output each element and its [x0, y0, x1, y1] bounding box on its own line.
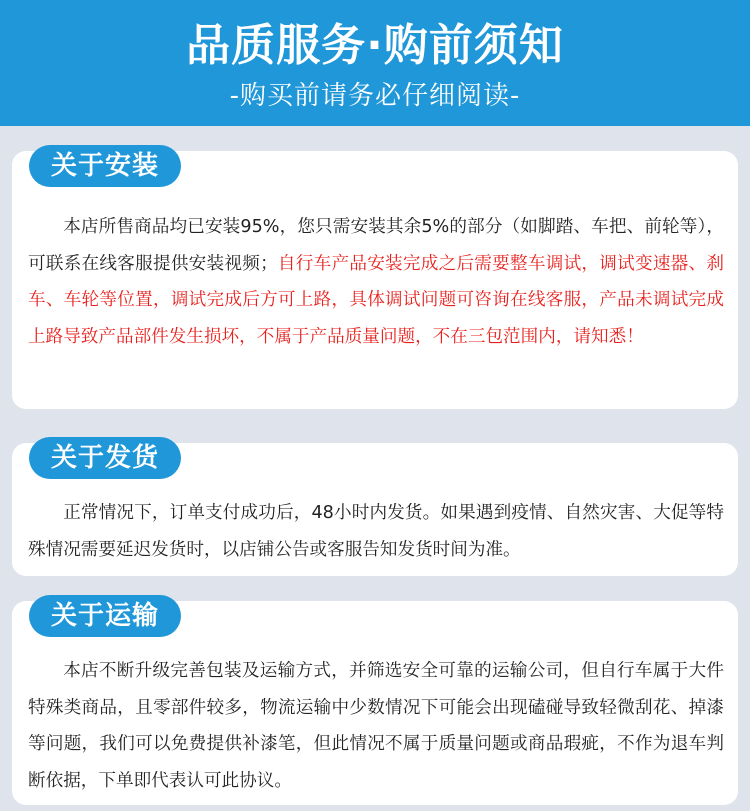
header-banner [0, 0, 750, 126]
installation-text-normal: 本店所售商品均已安装95%，您只需安装其余5%的部分（如脚踏、车把、前轮等），可联系在线客服提供安装视频； [28, 217, 724, 274]
transport-section [12, 601, 738, 805]
shipping-section [12, 443, 738, 576]
installation-section [12, 151, 738, 409]
transport-text: 本店不断升级完善包装及运输方式，并筛选安全可靠的运输公司，但自行车属于大件特殊类商品，且零部件较多，物流运输中少数情况下可能会出现磕碰导致轻微刮花、掉漆等问题，我们可以免费提供补漆笔，但此情况不属于质量问题或商品瑕疵，不作为退车判断依据，下单即代表认可此协议。 [28, 661, 724, 791]
shipping-heading: 关于发货 [29, 437, 181, 479]
installation-text-warning: 自行车产品安装完成之后需要整车调试，调试变速器、刹车、车轮等位置，调试完成后方可上路，具体调试问题可咨询在线客服，产品未调试完成上路导致产品部件发生损坏，不属于产品质量问题，不在三包范围内，请知悉！ [28, 253, 724, 347]
shipping-text: 正常情况下，订单支付成功后，48小时内发货。如果遇到疫情、自然灾害、大促等特殊情况需要延迟发货时，以店铺公告或客服告知发货时间为准。 [28, 503, 724, 560]
transport-heading: 关于运输 [29, 595, 181, 637]
installation-heading: 关于安装 [29, 145, 181, 187]
page-subtitle: -购买前请务必仔细阅读- [229, 81, 521, 111]
page-title: 品质服务·购前须知 [186, 20, 564, 71]
installation-text [28, 209, 724, 355]
